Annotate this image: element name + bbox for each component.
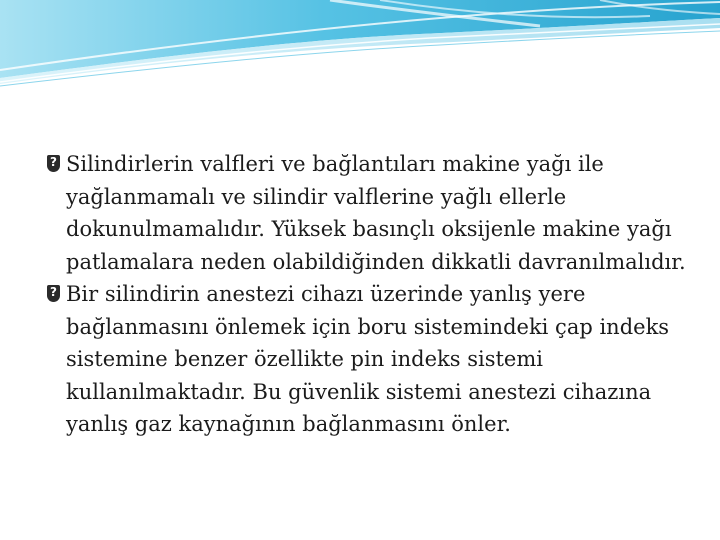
replacement-character-icon — [46, 148, 66, 180]
paragraph-text: Bir silindirin anestezi cihazı üzerinde yanlış yere bağlanmasını önlemek için boru sistemindeki çap indeks sistemine benzer özellikte pin indeks sistemi kullanılmaktadır. Bu güvenlik sistemi anestezi cihazına yanlış gaz kaynağının bağlanmasını önler. — [66, 282, 670, 436]
bullet-paragraph-1 — [46, 148, 686, 278]
slide-body-text — [46, 148, 686, 441]
bullet-paragraph-2 — [46, 278, 686, 441]
paragraph-text: Silindirlerin valfleri ve bağlantıları makine yağı ile yağlanmamalı ve silindir valflerine yağlı ellerle dokunulmamalıdır. Yüksek basınçlı oksijenle makine yağı patlamalara neden olabildiğinden dikkatli davranılmalıdır. — [66, 152, 686, 274]
wave-header-decoration — [0, 0, 720, 90]
replacement-character-icon — [46, 278, 66, 310]
